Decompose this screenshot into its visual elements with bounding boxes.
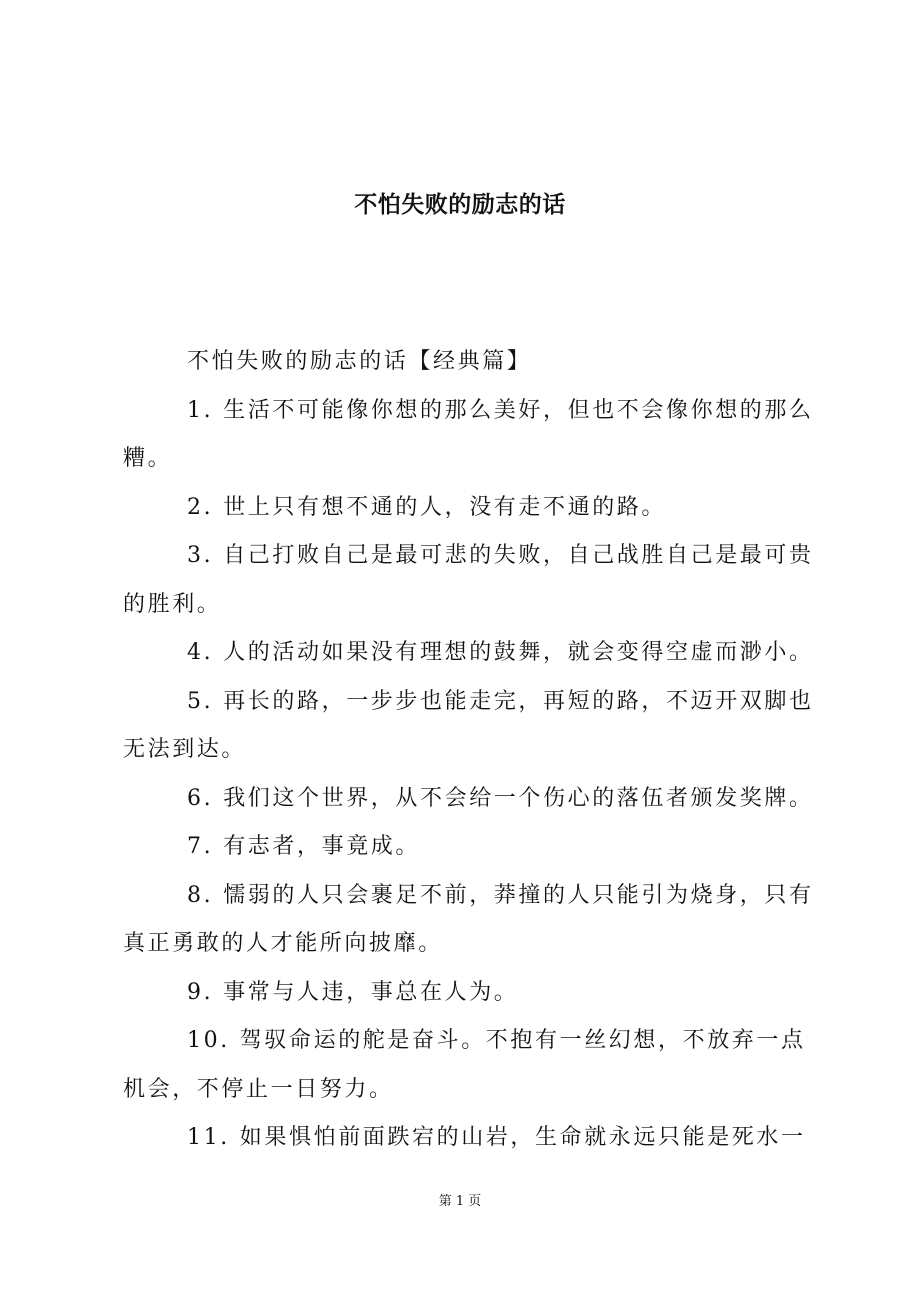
list-item <box>123 532 817 629</box>
item-text: 世上只有想不通的人，没有走不通的路。 <box>223 494 667 520</box>
item-number: 3. <box>187 543 214 568</box>
item-text: 再长的路，一步步也能走完，再短的路，不迈开双脚也无法到达。 <box>123 688 814 762</box>
item-text: 懦弱的人只会裹足不前，莽撞的人只能引为烧身，只有真正勇敢的人才能所向披靡。 <box>123 882 814 956</box>
item-text: 生活不可能像你想的那么美好，但也不会像你想的那么糟。 <box>123 397 814 471</box>
item-text: 有志者，事竟成。 <box>223 834 421 859</box>
item-text: 自己打败自己是最可悲的失败，自己战胜自己是最可贵的胜利。 <box>123 543 814 617</box>
item-text: 驾驭命运的舵是奋斗。不抱有一丝幻想，不放弃一点机会，不停止一日努力。 <box>123 1028 806 1102</box>
list-item <box>123 775 817 824</box>
item-number: 9. <box>187 979 214 1005</box>
item-text: 事常与人违，事总在人为。 <box>223 979 519 1005</box>
item-number: 1. <box>187 397 214 423</box>
list-item <box>123 484 817 533</box>
list-item <box>123 387 817 484</box>
list-item <box>123 678 817 775</box>
item-text: 如果惧怕前面跌宕的山岩，生命就永远只能是死水一 <box>239 1125 806 1150</box>
page-number: 第 1 页 <box>438 1194 482 1209</box>
list-item <box>123 823 817 872</box>
list-item <box>123 629 817 678</box>
item-number: 10. <box>187 1028 230 1053</box>
list-item <box>123 1114 817 1163</box>
item-number: 11. <box>187 1125 230 1150</box>
item-number: 6. <box>187 785 214 811</box>
item-number: 5. <box>187 688 214 714</box>
list-item <box>123 1017 817 1114</box>
section-heading: 不怕失败的励志的话【经典篇】 <box>187 349 532 374</box>
item-number: 2. <box>187 494 214 520</box>
document-body <box>123 338 817 1163</box>
document-title: 不怕失败的励志的话 <box>354 191 566 218</box>
list-item <box>123 872 817 969</box>
item-number: 7. <box>187 834 214 859</box>
item-text: 我们这个世界，从不会给一个伤心的落伍者颁发奖牌。 <box>223 785 814 811</box>
item-number: 4. <box>187 640 214 665</box>
item-number: 8. <box>187 882 214 908</box>
item-text: 人的活动如果没有理想的鼓舞，就会变得空虚而渺小。 <box>223 640 814 665</box>
list-item <box>123 969 817 1018</box>
